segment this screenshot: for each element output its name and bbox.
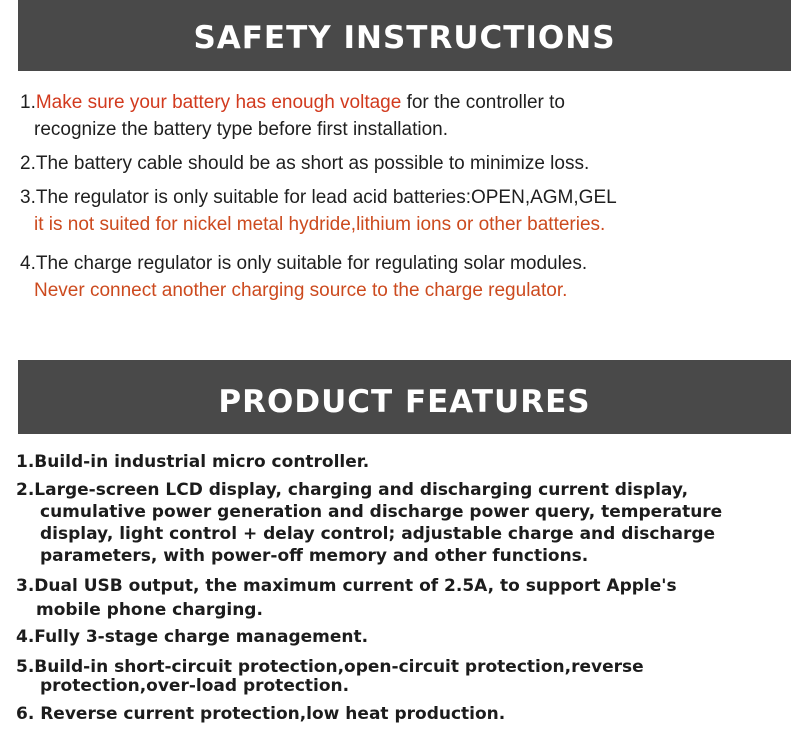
feature-item-4-number: 4. xyxy=(16,627,35,647)
safety-item-2 xyxy=(20,150,589,177)
feature-item-3-number: 3. xyxy=(16,576,35,596)
safety-item-3 xyxy=(20,184,617,238)
feature-item-3-line-1 xyxy=(16,574,677,598)
feature-item-5-line-2: protection,over-load protection. xyxy=(40,676,350,696)
feature-item-2-line-3: display, light control + delay control; adjustable charge and discharge xyxy=(40,524,716,544)
safety-item-4 xyxy=(20,250,587,304)
feature-item-6 xyxy=(16,703,505,725)
feature-item-4-text: Fully 3-stage charge management. xyxy=(34,627,369,647)
safety-item-4-number: 4. xyxy=(20,253,36,274)
feature-item-2-line-2: cumulative power generation and discharge power query, temperature xyxy=(40,502,723,522)
safety-item-1 xyxy=(20,89,565,143)
safety-item-1-number: 1. xyxy=(20,92,36,113)
feature-item-5-text: Build-in short-circuit protection,open-circuit protection,reverse xyxy=(34,657,644,677)
feature-item-6-number: 6. xyxy=(16,704,35,724)
feature-item-1-line-1 xyxy=(16,451,369,473)
safety-instructions-banner xyxy=(18,0,791,71)
feature-item-4-line-1 xyxy=(16,626,368,648)
feature-item-2-line-4: parameters, with power-off memory and other functions. xyxy=(40,546,589,566)
feature-item-2-line-1 xyxy=(16,479,722,501)
feature-item-2 xyxy=(16,479,722,567)
feature-item-6-text: Reverse current protection,low heat production. xyxy=(34,704,506,724)
feature-item-4 xyxy=(16,626,368,648)
feature-item-5-line-1 xyxy=(16,658,644,676)
safety-item-3-text: The regulator is only suitable for lead acid batteries:OPEN,AGM,GEL xyxy=(35,187,617,208)
feature-item-6-line-1 xyxy=(16,703,505,725)
safety-item-1-text: for the controller to xyxy=(401,92,566,113)
safety-item-4-warning: Never connect another charging source to the charge regulator. xyxy=(34,280,568,301)
feature-item-5-number: 5. xyxy=(16,657,35,677)
feature-item-3-line-2: mobile phone charging. xyxy=(36,600,263,620)
safety-item-3-warning: it is not suited for nickel metal hydride,lithium ions or other batteries. xyxy=(34,214,606,235)
feature-item-1-text: Build-in industrial micro controller. xyxy=(34,452,370,472)
safety-item-3-number: 3. xyxy=(20,187,36,208)
safety-item-1-line-1 xyxy=(20,89,565,116)
safety-item-4-line-1 xyxy=(20,250,587,277)
safety-item-1-line-2: recognize the battery type before first installation. xyxy=(34,119,449,140)
feature-item-2-text: Large-screen LCD display, charging and discharging current display, xyxy=(34,480,689,500)
product-features-title: PRODUCT FEATURES xyxy=(218,384,591,420)
safety-item-4-text: The charge regulator is only suitable for regulating solar modules. xyxy=(35,253,588,274)
feature-item-1 xyxy=(16,451,369,473)
feature-item-2-number: 2. xyxy=(16,480,35,500)
safety-item-2-line-1 xyxy=(20,150,589,177)
feature-item-5 xyxy=(16,658,644,696)
safety-item-2-text: The battery cable should be as short as possible to minimize loss. xyxy=(35,153,590,174)
feature-item-3-text: Dual USB output, the maximum current of 2.5A, to support Apple's xyxy=(34,576,677,596)
product-features-banner xyxy=(18,360,791,434)
safety-item-1-highlight: Make sure your battery has enough voltage xyxy=(35,92,402,113)
feature-item-3 xyxy=(16,574,677,622)
feature-item-1-number: 1. xyxy=(16,452,35,472)
safety-instructions-title: SAFETY INSTRUCTIONS xyxy=(193,20,616,56)
safety-item-3-line-1 xyxy=(20,184,617,211)
safety-item-2-number: 2. xyxy=(20,153,36,174)
